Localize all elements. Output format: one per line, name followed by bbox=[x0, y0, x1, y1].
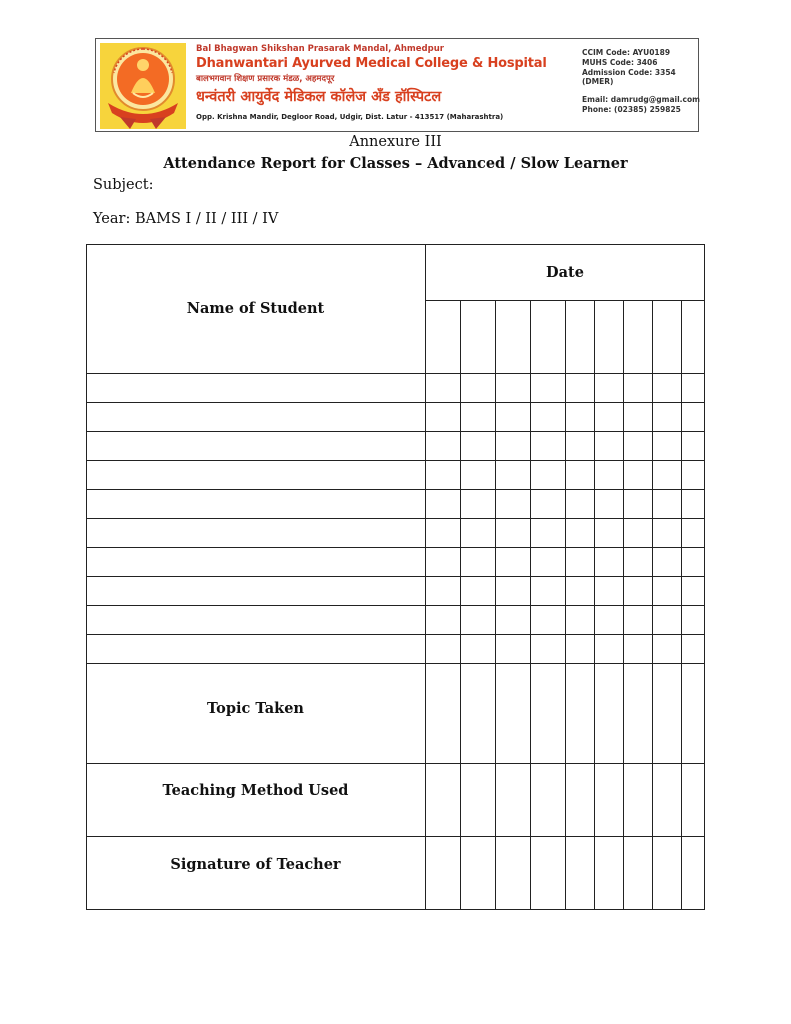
name-of-student-header: Name of Student bbox=[186, 300, 325, 317]
signature-of-teacher-label: Signature of Teacher bbox=[170, 856, 341, 873]
ccim-code: CCIM Code: AYU0189 bbox=[582, 48, 671, 57]
society-name-marathi: बालभगवान शिक्षण प्रसारक मंडळ, अहमदपूर bbox=[196, 74, 335, 84]
attendance-table bbox=[86, 244, 705, 910]
email: Email: damrudg@gmail.com bbox=[582, 95, 700, 105]
page-title: Attendance Report for Classes – Advanced / Slow Learner bbox=[163, 155, 628, 172]
college-name: Dhanwantari Ayurved Medical College & Hospital bbox=[196, 56, 547, 71]
admission-code: Admission Code: 3354 bbox=[582, 67, 676, 77]
society-name: Bal Bhagwan Shikshan Prasarak Mandal, Ahmedpur bbox=[196, 44, 444, 54]
college-codes bbox=[582, 48, 700, 115]
phone: Phone: (02385) 259825 bbox=[582, 104, 681, 114]
muhs-code: MUHS Code: 3406 bbox=[582, 57, 658, 67]
attendance-grid-lines bbox=[86, 244, 705, 910]
topic-taken-label: Topic Taken bbox=[207, 700, 304, 717]
year-label: Year: BAMS I / II / III / IV bbox=[93, 211, 279, 227]
college-address: Opp. Krishna Mandir, Degloor Road, Udgir, Dist. Latur - 413517 (Maharashtra) bbox=[196, 113, 504, 121]
teaching-method-label: Teaching Method Used bbox=[162, 782, 349, 799]
dhanwantari-emblem-icon bbox=[100, 43, 186, 129]
college-name-marathi: धन्वंतरी आयुर्वेद मेडिकल कॉलेज अँड हॉस्पिटल bbox=[196, 89, 442, 105]
dmer-label: (DMER) bbox=[582, 77, 614, 87]
date-header: Date bbox=[546, 264, 584, 281]
letterhead bbox=[95, 38, 699, 132]
subject-label: Subject: bbox=[93, 177, 154, 193]
annexure-label: Annexure III bbox=[349, 134, 442, 150]
